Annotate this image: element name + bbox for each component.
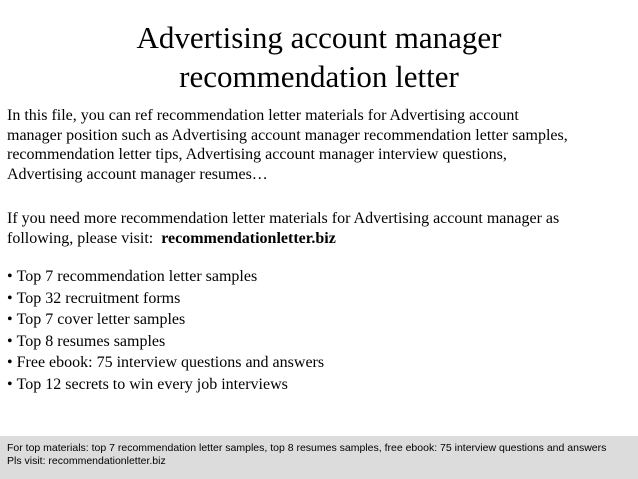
intro-paragraph <box>7 106 635 184</box>
page-title <box>0 18 638 96</box>
intro-line-3: recommendation letter tips, Advertising account manager interview questions, <box>7 146 507 163</box>
bullet-icon: • <box>7 332 13 350</box>
list-item-text: Top 12 secrets to win every job interviews <box>16 375 288 393</box>
list-item <box>7 288 635 310</box>
list-item-text: Top 7 recommendation letter samples <box>16 268 258 285</box>
list-item-text: Top 32 recruitment forms <box>16 289 181 307</box>
bullet-icon: • <box>7 311 13 329</box>
bullet-icon: • <box>7 289 13 307</box>
more-line-2 <box>7 229 635 249</box>
more-line-2-prefix: following, please visit: <box>7 229 162 247</box>
bullet-icon: • <box>7 375 13 393</box>
footer-line-1: For top materials: top 7 recommendation letter samples, top 8 resumes samples, free ebook: 75 interview questions and answers <box>7 442 607 454</box>
more-line-1: If you need more recommendation letter materials for Advertising account manager as <box>7 210 560 227</box>
list-item-text: Top 7 cover letter samples <box>16 311 186 329</box>
bullet-list <box>7 266 635 396</box>
list-item <box>7 266 635 288</box>
intro-line-2: manager position such as Advertising account manager recommendation letter samples, <box>7 126 568 144</box>
list-item <box>7 374 635 396</box>
list-item <box>7 309 635 331</box>
bullet-icon: • <box>7 354 13 372</box>
list-item <box>7 331 635 353</box>
list-item <box>7 352 635 374</box>
footer-line-2: Pls visit: recommendationletter.biz <box>7 455 166 467</box>
website-link[interactable]: recommendationletter.biz <box>161 229 336 247</box>
intro-line-4: Advertising account manager resumes… <box>7 165 268 183</box>
bullet-icon: • <box>7 268 13 285</box>
title-line-1: Advertising account manager <box>136 20 502 55</box>
list-item-text: Top 8 resumes samples <box>16 332 166 350</box>
more-paragraph <box>7 209 635 248</box>
list-item-text: Free ebook: 75 interview questions and answers <box>16 354 325 372</box>
title-line-2: recommendation letter <box>179 59 459 94</box>
footer-banner <box>0 436 638 479</box>
intro-line-1: In this file, you can ref recommendation letter materials for Advertising account <box>7 107 519 124</box>
